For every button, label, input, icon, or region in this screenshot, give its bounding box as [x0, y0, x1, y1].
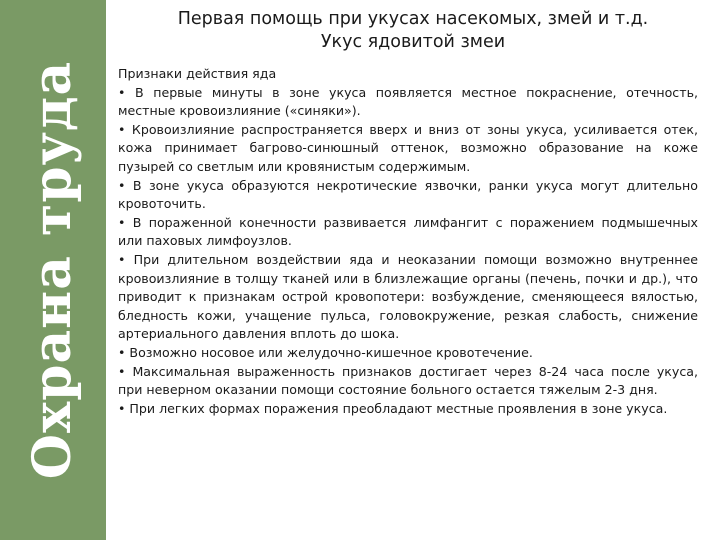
bullet-item: • Возможно носовое или желудочно-кишечное кровотечение.	[118, 344, 533, 360]
bullet-item: • В первые минуты в зоне укуса появляется местное покраснение, отечность, местные кровоизлияние («синяки»).	[118, 84, 698, 119]
section-heading: Признаки действия яда	[118, 66, 277, 81]
bullet-item: • Кровоизлияние распространяется вверх и вниз от зоны укуса, усиливается отек, кожа принимает багрово-синюшный оттенок, возможно образование на коже пузырей со светлым или кровянистым содержимым.	[118, 121, 698, 174]
page-title-line-1: Первая помощь при укусах насекомых, змей и т.д.	[177, 9, 649, 29]
sidebar-banner	[0, 0, 106, 540]
page-title	[118, 8, 708, 54]
bullet-item: • В пораженной конечности развивается лимфангит с поражением подмышечных или паховых лимфоузлов.	[118, 214, 698, 249]
bullet-item: • В зоне укуса образуются некротические язвочки, ранки укуса могут длительно кровоточить.	[118, 177, 698, 212]
bullet-item: • Максимальная выраженность признаков достигает через 8-24 часа после укуса, при неверном оказании помощи состояние больного остается тяжелым 2-3 дня.	[118, 363, 698, 398]
sidebar-title: Охрана труда	[22, 60, 83, 480]
bullet-item: • При легких формах поражения преобладают местные проявления в зоне укуса.	[118, 400, 668, 416]
page-title-line-2: Укус ядовитой змеи	[320, 32, 506, 52]
bullet-item: • При длительном воздействии яда и неоказании помощи возможно внутреннее кровоизлияние в толщу тканей или в близлежащие органы (печень, почки и др.), что приводит к признакам острой кровопотери: возбуждение, сменяющееся вялостью, бледность кожи, учащение пульса, головокружение, резкая слабость, снижение артериального давления вплоть до шока.	[118, 251, 698, 342]
content-body	[118, 65, 698, 418]
